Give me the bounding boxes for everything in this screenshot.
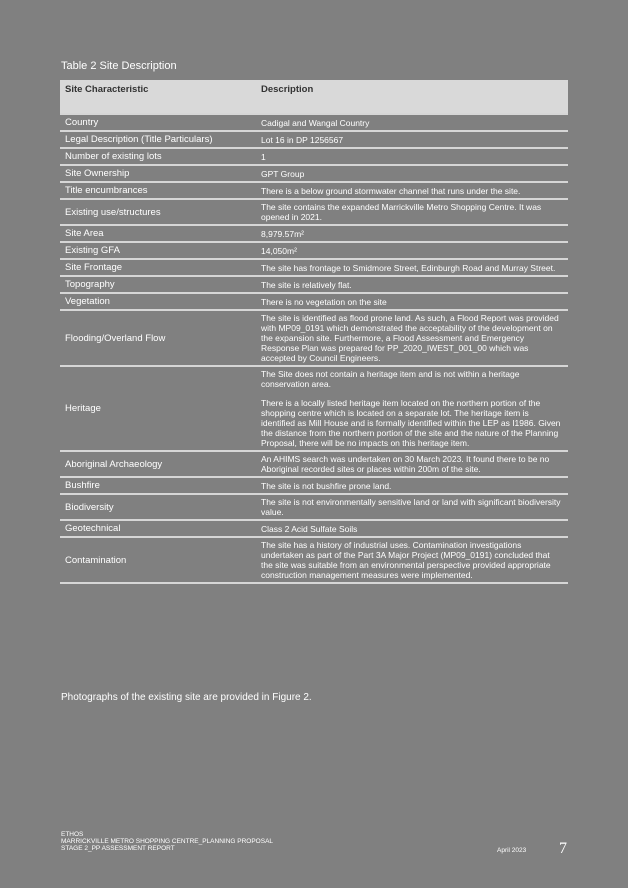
description-paragraph: 1 (261, 151, 266, 162)
description-paragraph: There is no vegetation on the site (261, 296, 387, 307)
table-caption: Table 2 Site Description (61, 60, 177, 72)
row-description (256, 451, 568, 477)
row-description (256, 276, 568, 293)
row-label: Topography (60, 276, 256, 293)
row-description (256, 165, 568, 182)
row-label: Existing use/structures (60, 199, 256, 225)
description-paragraph: 14,050m² (261, 245, 297, 256)
row-description (256, 114, 568, 131)
description-paragraph: The Site does not contain a heritage item and is not within a heritage conservation area. (261, 369, 520, 389)
table-row (60, 165, 568, 182)
row-description (256, 131, 568, 148)
table-row (60, 242, 568, 259)
description-paragraph: There is a locally listed heritage item located on the northern portion of the shopping centre which is located on a separate lot. The heritage item is identified as Mill House and is formally identified within the LEP as I1986. Given the distance from the northern portion of the site and the nature of the Planning Proposal, there will be no impacts on this heritage item. (261, 398, 561, 448)
row-description (256, 310, 568, 366)
description-paragraph: Lot 16 in DP 1256567 (261, 134, 344, 145)
table-header-row (60, 80, 568, 114)
row-label: Bushfire (60, 477, 256, 494)
table-row (60, 114, 568, 131)
row-label: Heritage (60, 366, 256, 451)
row-description (256, 366, 568, 451)
row-description (256, 537, 568, 583)
table-row (60, 494, 568, 520)
header-description: Description (256, 80, 568, 114)
table-row (60, 259, 568, 276)
row-description (256, 225, 568, 242)
row-description (256, 199, 568, 225)
row-label: Flooding/Overland Flow (60, 310, 256, 366)
figure-reference-text: Photographs of the existing site are provided in Figure 2. (61, 692, 312, 703)
row-label: Number of existing lots (60, 148, 256, 165)
description-paragraph: Class 2 Acid Sulfate Soils (261, 523, 358, 534)
row-description (256, 494, 568, 520)
row-label: Country (60, 114, 256, 131)
table-row (60, 477, 568, 494)
description-paragraph: The site is not bushfire prone land. (261, 480, 392, 491)
page-number: 7 (559, 840, 567, 857)
description-paragraph: The site is identified as flood prone land. As such, a Flood Report was provided with MP09_0191 which demonstrated the acceptability of the development on the expansion site. Furthermore, a Flood Assessment and Emergency Response Plan was prepared for PP_2020_IWEST_001_00 which was accepted by Council Engineers. (261, 313, 559, 363)
description-paragraph: An AHIMS search was undertaken on 30 March 2023. It found there to be no Aboriginal recorded sites or places within 200m of the site. (261, 454, 550, 474)
description-paragraph: The site has a history of industrial uses. Contamination investigations undertaken as part of the Part 3A Major Project (MP09_0191) concluded that the site was suitable from an environmental perspective provided appropriate construction management measures were implemented. (261, 540, 551, 580)
table-row (60, 276, 568, 293)
row-label: Contamination (60, 537, 256, 583)
row-label: Biodiversity (60, 494, 256, 520)
row-description (256, 259, 568, 276)
row-label: Vegetation (60, 293, 256, 310)
row-label: Geotechnical (60, 520, 256, 537)
description-paragraph: GPT Group (261, 168, 305, 179)
row-description (256, 520, 568, 537)
row-description (256, 148, 568, 165)
row-label: Legal Description (Title Particulars) (60, 131, 256, 148)
table-row (60, 366, 568, 451)
table-row (60, 537, 568, 583)
description-paragraph: The site is relatively flat. (261, 279, 352, 290)
footer-document-info (61, 831, 273, 852)
description-paragraph: Cadigal and Wangal Country (261, 117, 370, 128)
table-row (60, 131, 568, 148)
description-paragraph: The site has frontage to Smidmore Street, Edinburgh Road and Murray Street. (261, 262, 556, 273)
row-description (256, 182, 568, 199)
table-row (60, 182, 568, 199)
row-label: Existing GFA (60, 242, 256, 259)
table-row (60, 520, 568, 537)
table-row (60, 310, 568, 366)
table-row (60, 199, 568, 225)
row-description (256, 242, 568, 259)
table-row (60, 225, 568, 242)
site-description-table (60, 80, 568, 584)
row-label: Site Area (60, 225, 256, 242)
row-label: Title encumbrances (60, 182, 256, 199)
row-label: Site Frontage (60, 259, 256, 276)
description-paragraph: There is a below ground stormwater channel that runs under the site. (261, 185, 521, 196)
footer-report: STAGE 2_PP ASSESSMENT REPORT (61, 845, 175, 852)
header-site-characteristic: Site Characteristic (60, 80, 256, 114)
description-paragraph: The site contains the expanded Marrickville Metro Shopping Centre. It was opened in 2021. (261, 202, 542, 222)
row-description (256, 477, 568, 494)
description-paragraph: The site is not environmentally sensitive land or land with significant biodiversity value. (261, 497, 561, 517)
row-label: Site Ownership (60, 165, 256, 182)
footer-project: MARRICKVILLE METRO SHOPPING CENTRE_PLANNING PROPOSAL (61, 838, 274, 845)
description-paragraph: 8,979.57m² (261, 228, 304, 239)
table-row (60, 293, 568, 310)
row-label: Aboriginal Archaeology (60, 451, 256, 477)
table-row (60, 148, 568, 165)
footer-company: ETHOS (61, 831, 84, 838)
footer-date: April 2023 (497, 847, 527, 854)
row-description (256, 293, 568, 310)
table-row (60, 451, 568, 477)
